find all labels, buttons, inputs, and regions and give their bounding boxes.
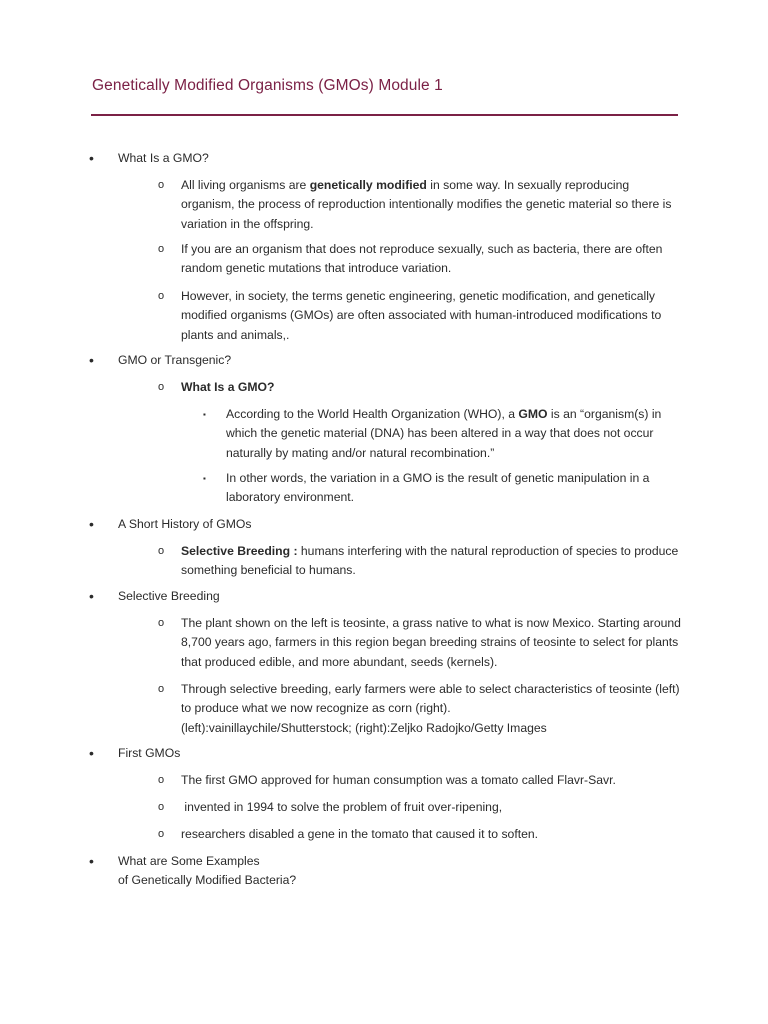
section-heading-examples <box>118 852 718 891</box>
section-heading-selective-breeding: Selective Breeding <box>118 589 220 603</box>
section-heading-first-gmos: First GMOs <box>118 746 181 760</box>
circle-marker: o <box>158 683 165 695</box>
image-credit: (left):vainillaychile/Shutterstock; (right):Zeljko Radojko/Getty Images <box>181 720 547 735</box>
list-item: However, in society, the terms genetic engineering, genetic modification, and genetically modified organisms (GMOs) are often associated with human-introduced modifications to plants and animals,. <box>181 289 662 342</box>
list-item <box>226 405 686 463</box>
bullet-marker: • <box>89 588 94 604</box>
bullet-marker: • <box>89 853 94 869</box>
section-heading-gmo-or-transgenic: GMO or Transgenic? <box>118 353 232 367</box>
heading-line: of Genetically Modified Bacteria? <box>118 873 297 888</box>
circle-marker: o <box>158 545 165 557</box>
bullet-marker: • <box>89 352 94 368</box>
bullet-marker: • <box>89 150 94 166</box>
list-item <box>181 176 681 234</box>
section-heading-what-is-gmo: What Is a GMO? <box>118 151 209 165</box>
square-marker: ▪ <box>203 474 206 483</box>
text-run: in some way. In sexually reproducing organism, the process of reproduction intentionally modifies the genetic material so there is variation in the offspring. <box>181 178 672 231</box>
circle-marker: o <box>158 617 165 629</box>
circle-marker: o <box>158 290 165 302</box>
circle-marker: o <box>158 381 165 393</box>
list-item: In other words, the variation in a GMO is the result of genetic manipulation in a laboratory environment. <box>226 471 650 505</box>
bold-text: genetically modified <box>309 178 427 192</box>
title-divider <box>91 114 678 116</box>
bold-text: Selective Breeding : <box>181 544 298 558</box>
list-item <box>181 542 681 581</box>
circle-marker: o <box>158 179 165 191</box>
circle-marker: o <box>158 774 165 786</box>
list-item <box>181 680 681 738</box>
text-run: All living organisms are <box>181 178 310 192</box>
page-title: Genetically Modified Organisms (GMOs) Module 1 <box>92 77 443 94</box>
text-run: is an “organism(s) in which the genetic material (DNA) has been altered in a way that does not occur naturally by mating and/or natural recombination.” <box>226 407 662 460</box>
list-item: The first GMO approved for human consumption was a tomato called Flavr-Savr. <box>181 773 616 787</box>
circle-marker: o <box>158 828 165 840</box>
heading-line: What are Some Examples <box>118 854 260 868</box>
list-item-text: Through selective breeding, early farmers were able to select characteristics of teosinte (left) to produce what we now recognize as corn (right). <box>181 682 680 716</box>
circle-marker: o <box>158 801 165 813</box>
list-item: researchers disabled a gene in the tomato that caused it to soften. <box>181 827 539 841</box>
list-item: The plant shown on the left is teosinte, a grass native to what is now Mexico. Starting around 8,700 years ago, farmers in this region began breeding strains of teosinte to select for plants that produced edible, and more abundant, seeds (kernels). <box>181 616 681 669</box>
list-item: If you are an organism that does not reproduce sexually, such as bacteria, there are often random genetic mutations that introduce variation. <box>181 242 663 276</box>
text-run: humans interfering with the natural reproduction of species to produce something beneficial to humans. <box>181 544 679 578</box>
bold-text: GMO <box>518 407 548 421</box>
square-marker: ▪ <box>203 410 206 419</box>
list-item: invented in 1994 to solve the problem of fruit over-ripening, <box>181 800 503 814</box>
sub-heading: What Is a GMO? <box>181 380 275 394</box>
circle-marker: o <box>158 243 165 255</box>
bullet-marker: • <box>89 745 94 761</box>
bullet-marker: • <box>89 516 94 532</box>
text-run: According to the World Health Organization (WHO), a <box>226 407 519 421</box>
section-heading-short-history: A Short History of GMOs <box>118 517 252 531</box>
